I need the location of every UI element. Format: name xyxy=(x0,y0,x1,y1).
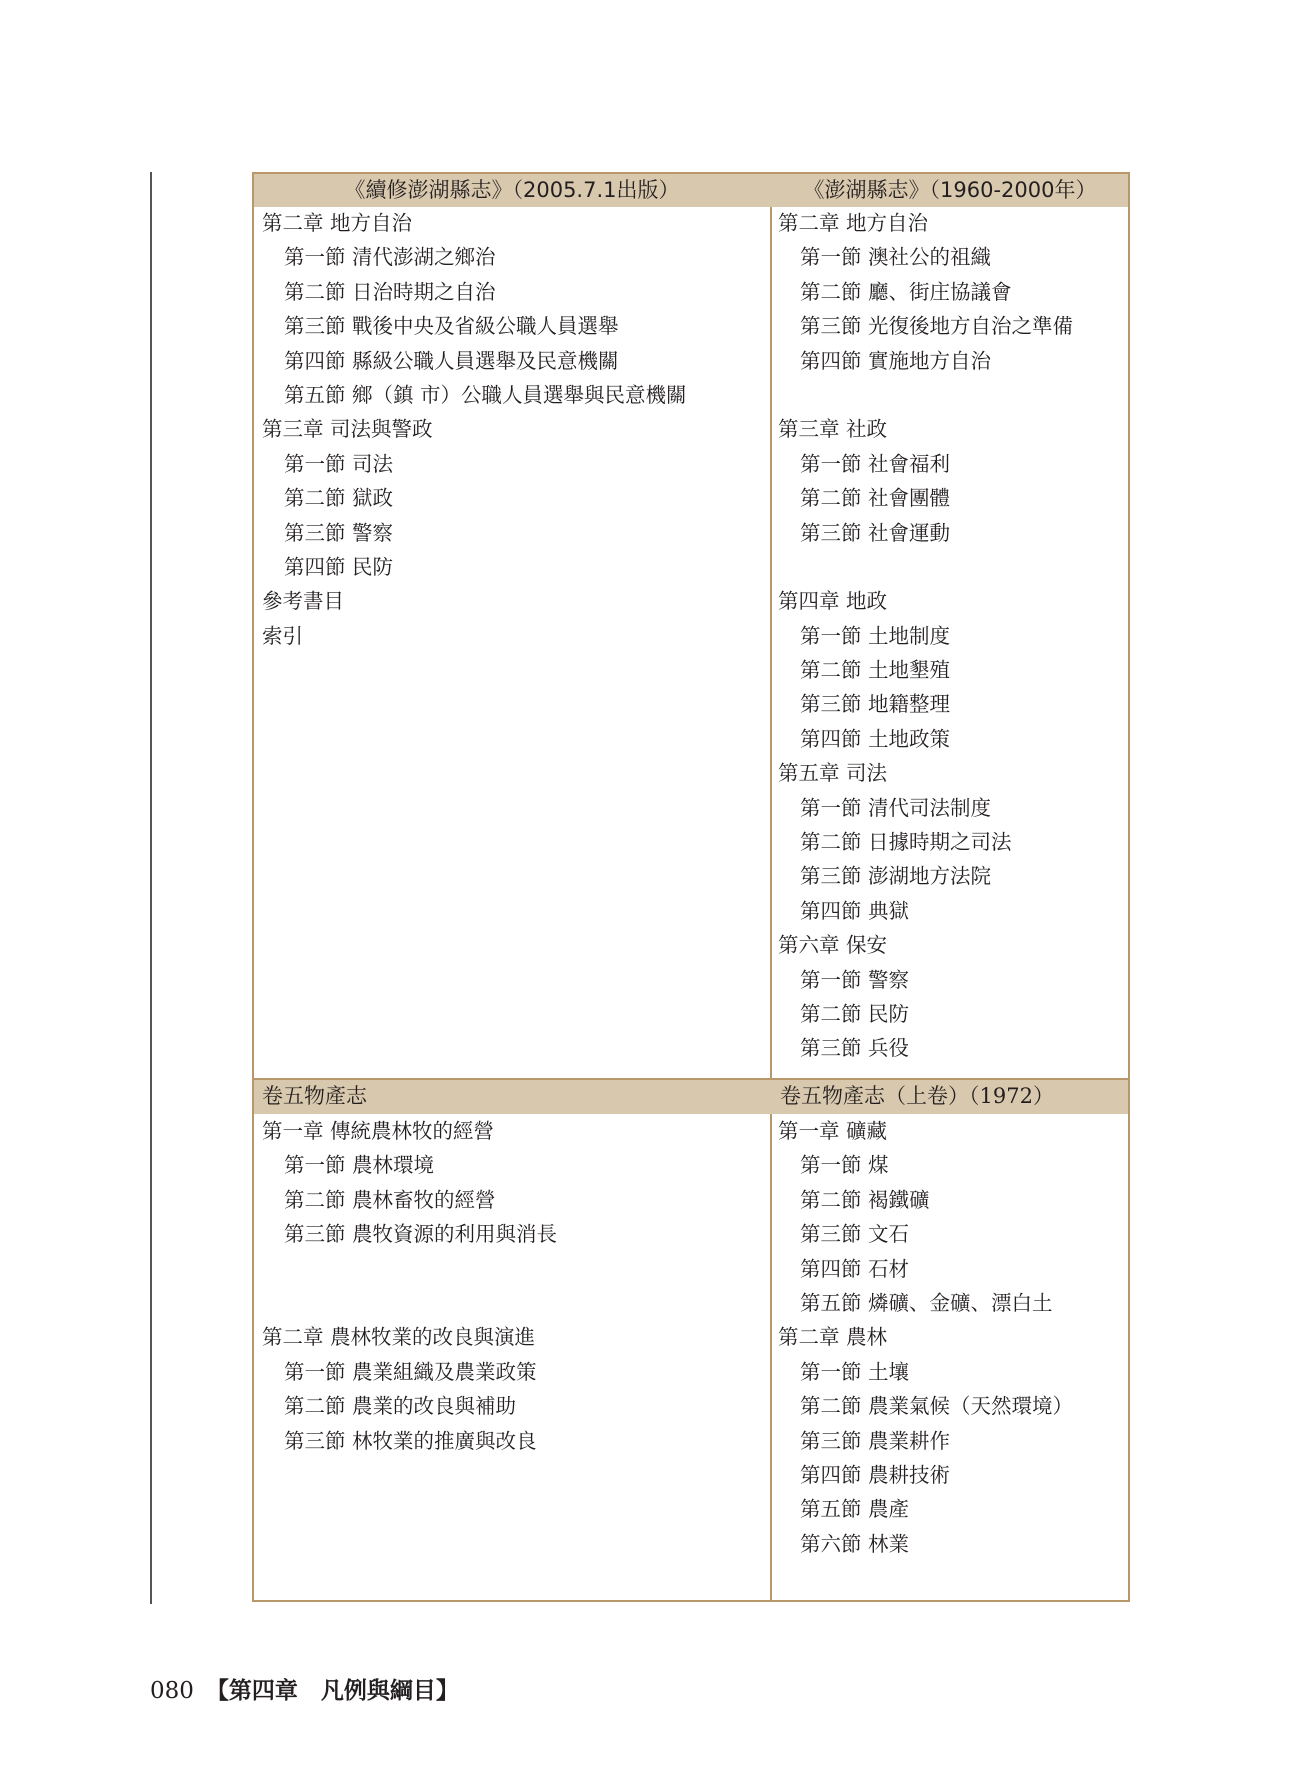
section-entry: 第三節 地籍整理 xyxy=(800,692,951,717)
section-entry: 第四節 民防 xyxy=(284,554,394,579)
section-entry: 第三節 林牧業的推廣與改良 xyxy=(284,1428,537,1453)
section-entry: 第三節 光復後地方自治之準備 xyxy=(800,314,1074,339)
chapter-entry: 第六章 保安 xyxy=(778,933,888,958)
section-entry: 第一節 農林環境 xyxy=(284,1153,435,1178)
chapter-entry: 參考書目 xyxy=(262,589,344,614)
section-entry: 第二節 日據時期之司法 xyxy=(800,830,1012,855)
section-entry: 第二節 土地墾殖 xyxy=(800,658,951,683)
chapter-entry: 第四章 地政 xyxy=(778,589,888,614)
right-column-bottom xyxy=(778,1114,1073,1561)
section-entry: 第二節 農業氣候（天然環境） xyxy=(800,1394,1074,1419)
section-entry: 第二節 民防 xyxy=(800,1001,910,1026)
section-entry: 第四節 實施地方自治 xyxy=(800,348,992,373)
chapter-entry: 第一章 礦藏 xyxy=(778,1119,888,1143)
section-entry: 第三節 農牧資源的利用與消長 xyxy=(284,1222,558,1247)
header-right: 《澎湖縣志》（1960-2000年） xyxy=(803,178,1097,202)
chapter-entry: 第三章 司法與警政 xyxy=(262,417,433,442)
blank-line xyxy=(778,550,1073,584)
section-entry: 第二節 農林畜牧的經營 xyxy=(284,1187,496,1212)
chapter-entry: 第二章 地方自治 xyxy=(262,211,413,235)
section-entry: 第四節 典獄 xyxy=(800,898,910,923)
chapter-entry: 索引 xyxy=(262,623,303,648)
section-entry: 第一節 警察 xyxy=(800,967,910,992)
chapter-entry: 第二章 農林牧業的改良與演進 xyxy=(262,1325,536,1350)
section-entry: 第一節 清代澎湖之鄉治 xyxy=(284,245,496,270)
section-right: 卷五物產志（上卷）（1972） xyxy=(780,1084,1054,1108)
section-entry: 第五節 燐礦、金礦、漂白土 xyxy=(800,1290,1053,1315)
section-entry: 第一節 司法 xyxy=(284,451,394,476)
right-column-top xyxy=(778,206,1073,1066)
section-row xyxy=(254,1078,1128,1114)
section-entry: 第一節 煤 xyxy=(800,1153,889,1178)
section-entry: 第一節 澳社公的祖織 xyxy=(800,245,992,270)
blank-line xyxy=(262,1252,557,1286)
chapter-entry: 第二章 農林 xyxy=(778,1325,888,1350)
left-column-bottom xyxy=(262,1114,557,1458)
section-entry: 第三節 警察 xyxy=(284,520,394,545)
section-entry: 第二節 褐鐵礦 xyxy=(800,1187,930,1212)
section-entry: 第五節 鄉（鎮 市）公職人員選舉與民意機關 xyxy=(284,382,687,407)
section-entry: 第四節 土地政策 xyxy=(800,726,951,751)
chapter-entry: 第二章 地方自治 xyxy=(778,211,929,235)
column-divider xyxy=(770,172,772,1602)
blank-line xyxy=(262,1286,557,1320)
section-entry: 第二節 日治時期之自治 xyxy=(284,279,496,304)
margin-rule xyxy=(150,172,152,1604)
page-footer xyxy=(150,1672,459,1705)
section-entry: 第一節 清代司法制度 xyxy=(800,795,992,820)
chapter-entry: 第一章 傳統農林牧的經營 xyxy=(262,1119,495,1143)
section-entry: 第一節 土壤 xyxy=(800,1359,910,1384)
section-entry: 第二節 獄政 xyxy=(284,486,394,511)
section-entry: 第三節 戰後中央及省級公職人員選舉 xyxy=(284,314,619,339)
section-entry: 第六節 林業 xyxy=(800,1531,910,1556)
section-entry: 第二節 農業的改良與補助 xyxy=(284,1394,517,1419)
section-entry: 第三節 社會運動 xyxy=(800,520,951,545)
table-header-row xyxy=(254,174,1128,207)
section-entry: 第一節 社會福利 xyxy=(800,451,951,476)
section-entry: 第三節 農業耕作 xyxy=(800,1428,951,1453)
section-entry: 第三節 文石 xyxy=(800,1222,910,1247)
section-entry: 第四節 農耕技術 xyxy=(800,1462,951,1487)
section-entry: 第五節 農產 xyxy=(800,1497,910,1522)
section-entry: 第四節 縣級公職人員選舉及民意機關 xyxy=(284,348,619,373)
section-entry: 第三節 澎湖地方法院 xyxy=(800,864,992,889)
section-entry: 第一節 農業組織及農業政策 xyxy=(284,1359,537,1384)
left-column-top xyxy=(262,206,687,653)
section-entry: 第二節 廳、街庄協議會 xyxy=(800,279,1012,304)
running-title: 【第四章 凡例與綱目】 xyxy=(205,1677,459,1704)
section-entry: 第四節 石材 xyxy=(800,1256,910,1281)
blank-line xyxy=(778,378,1073,412)
page-number: 080 xyxy=(150,1678,194,1704)
header-left: 《續修澎湖縣志》（2005.7.1出版） xyxy=(344,178,680,202)
chapter-entry: 第三章 社政 xyxy=(778,417,888,442)
section-entry: 第三節 兵役 xyxy=(800,1036,910,1061)
section-entry: 第一節 土地制度 xyxy=(800,623,951,648)
section-left: 卷五物產志 xyxy=(262,1084,367,1108)
section-entry: 第二節 社會團體 xyxy=(800,486,951,511)
chapter-entry: 第五章 司法 xyxy=(778,761,888,786)
